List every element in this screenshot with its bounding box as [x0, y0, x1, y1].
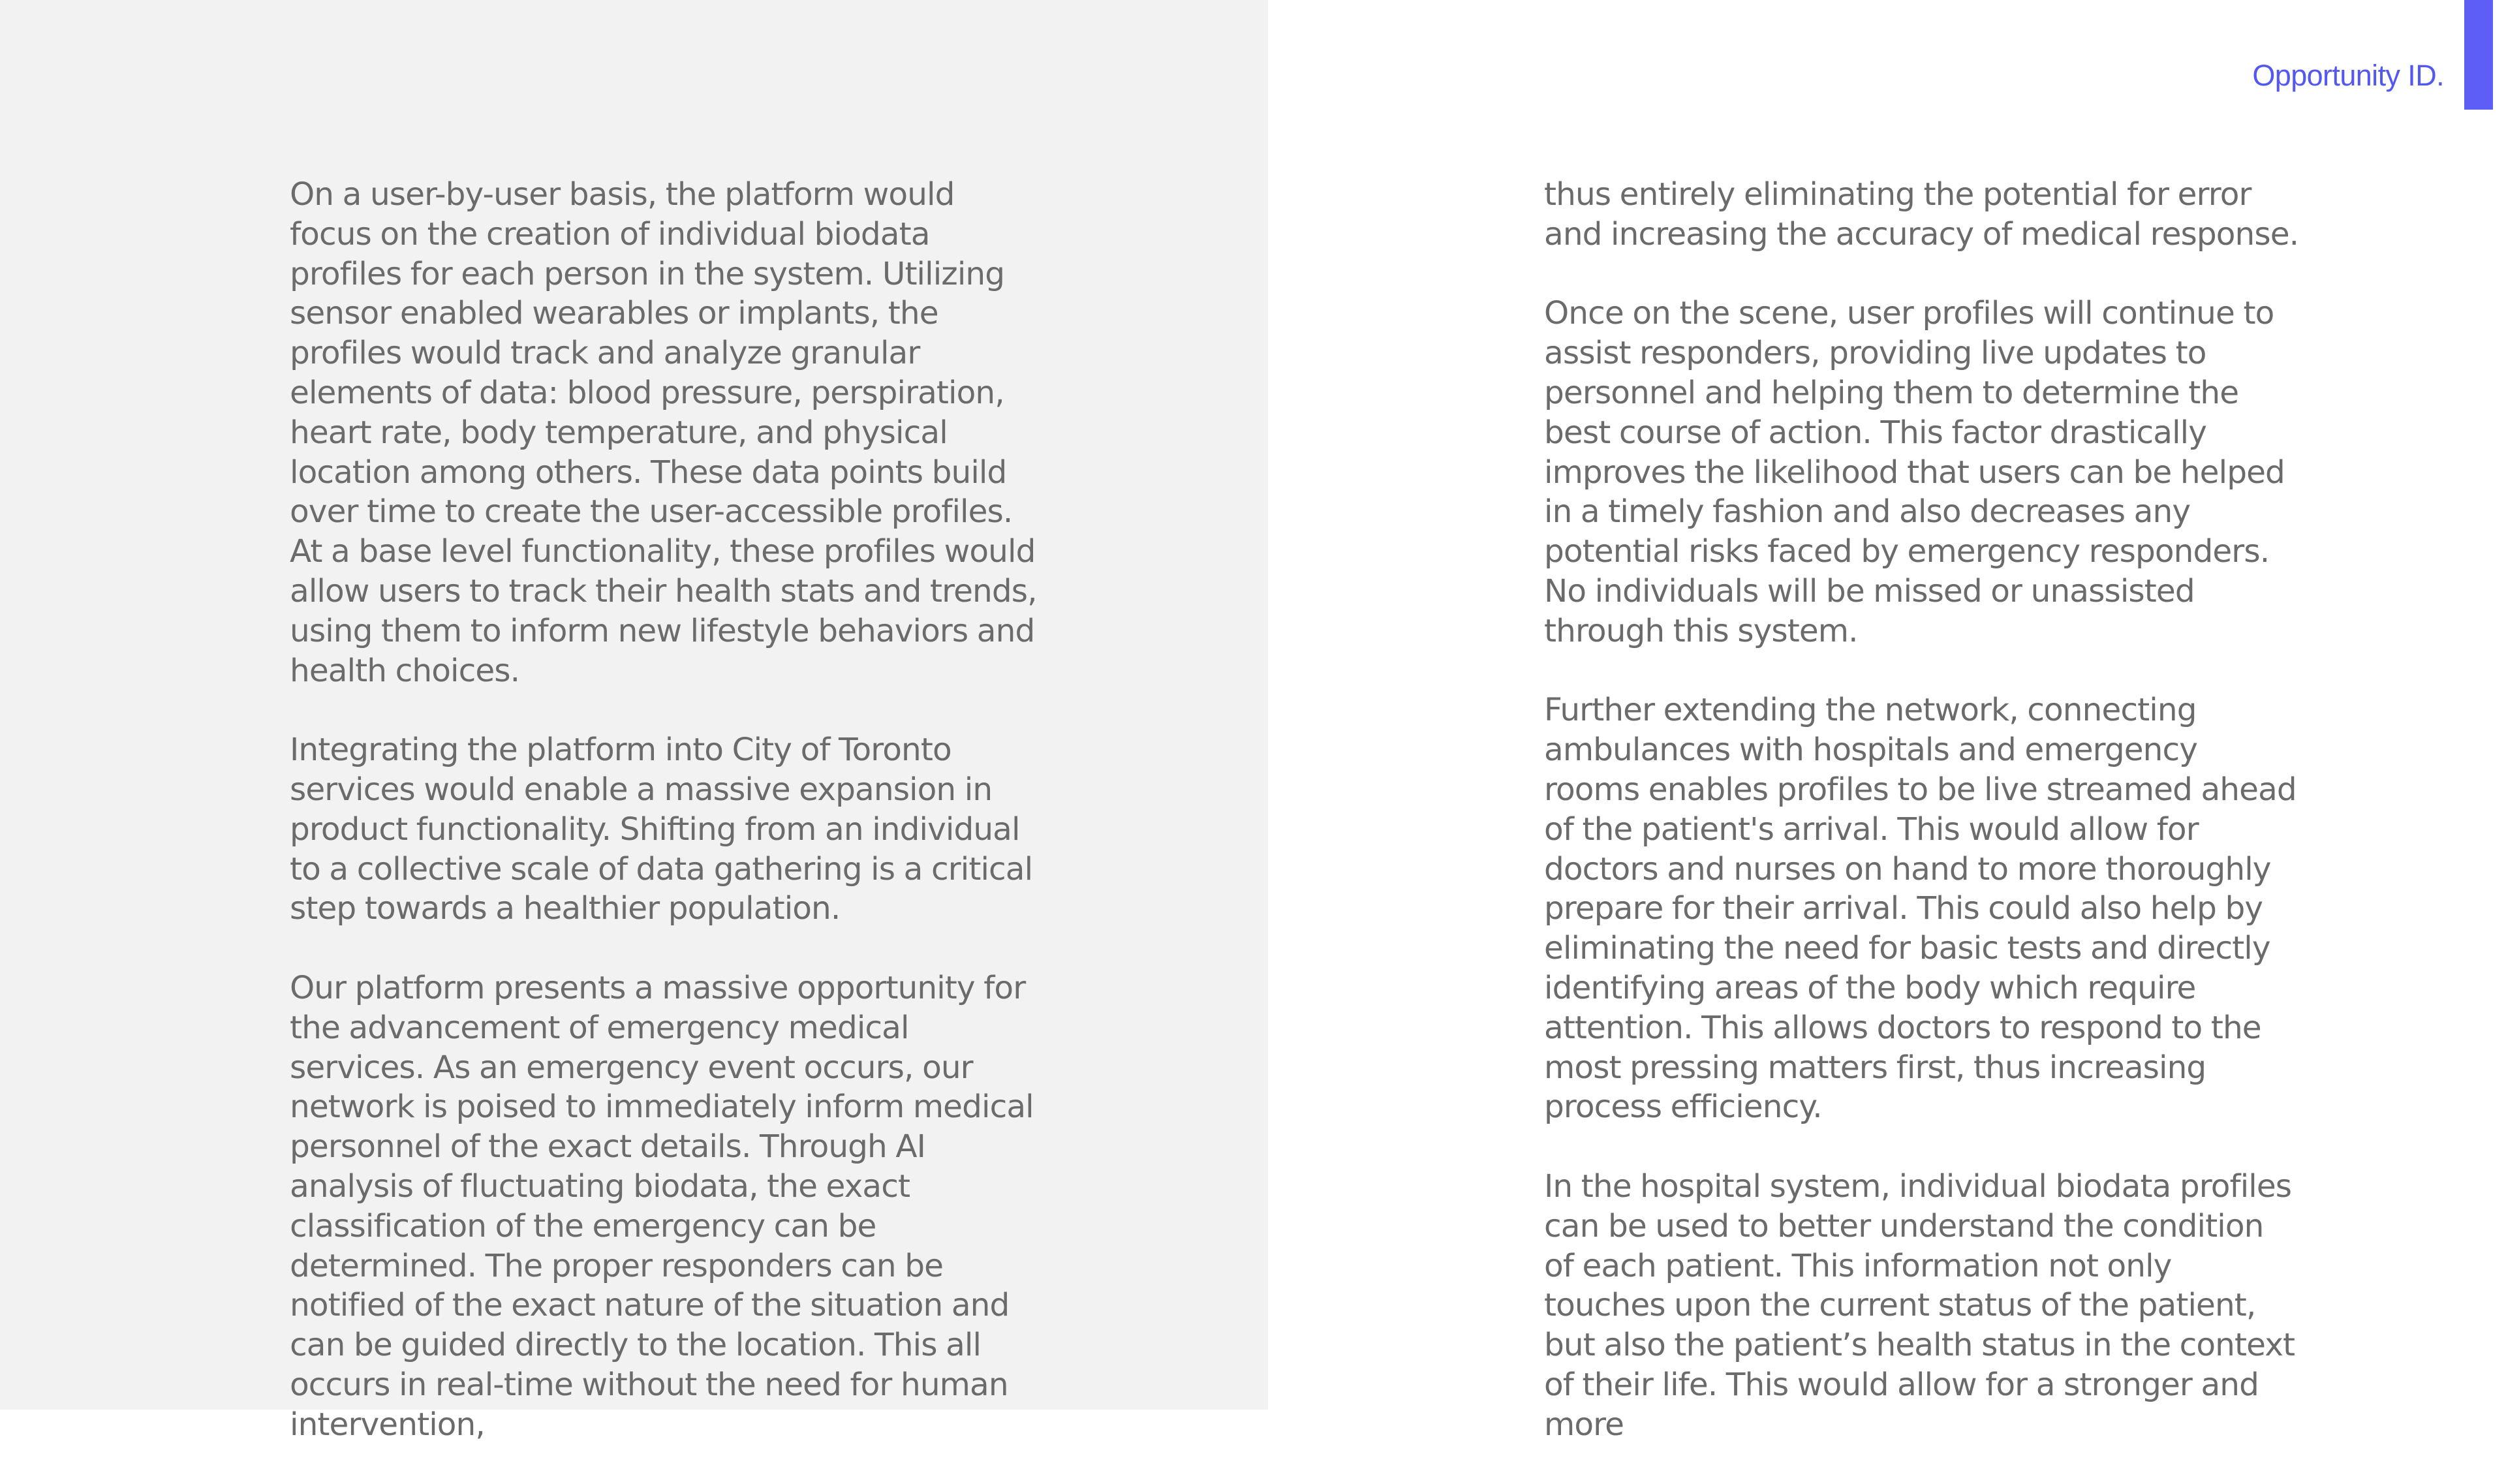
left-panel: [0, 0, 1268, 1443]
body-paragraph: Further extending the network, connecting ambulances with hospitals and emergency rooms enables profiles to be live streamed ahead of the patient's arrival. This would allow for doctors and nurses on hand to more thoroughly prepare for their arrival. This could also help by eliminating the need for basic tests and directly identifying areas of the body which require attention. This allows doctors to respond to the most pressing matters first, thus increasing process efficiency.: [1544, 692, 2297, 1126]
right-text-column: [1544, 175, 2301, 1484]
body-paragraph: In the hospital system, individual biodata profiles can be used to better understand the condition of each patient. This information not only touches upon the current status of the patient, but also the patient’s health status in the context of their life. This would allow for a stronger and more: [1544, 1167, 2295, 1443]
body-paragraph: Our platform presents a massive opportunity for the advancement of emergency medical services. As an emergency event occurs, our network is poised to immediately inform medical personnel of the exact details. Through AI analysis of fluctuating biodata, the exact classification of the emergency can be determined. The proper responders can be notified of the exact nature of the situation and can be guided directly to the location. This all occurs in real-time without the need for human intervention,: [290, 969, 1034, 1443]
body-paragraph: Once on the scene, user profiles will continue to assist responders, providing live updates to personnel and helping them to determine the best course of action. This factor drastically improves the likelihood that users can be helped in a timely fashion and also decreases any potential risks faced by emergency responders. No individuals will be missed or unassisted through this system.: [1544, 295, 2285, 649]
body-paragraph: On a user-by-user basis, the platform would focus on the creation of individual biodata profiles for each person in the system. Utilizing sensor enabled wearables or implants, the profiles would track and analyze granular elements of data: blood pressure, perspiration, heart rate, body temperature, and physical location among others. These data points build over time to create the user-accessible profiles. At a base level functionality, these profiles would allow users to track their health stats and trends, using them to inform new lifestyle behaviors and health choices.: [290, 176, 1037, 689]
accent-bar: [2464, 0, 2493, 110]
body-paragraph: thus entirely eliminating the potential for error and increasing the accuracy of medical response.: [1544, 176, 2299, 253]
body-paragraph: Integrating the platform into City of Toronto services would enable a massive expansion in product functionality. Shifting from an individual to a collective scale of data gathering is a critical step towards a healthier population.: [290, 732, 1033, 927]
brand-title: Opportunity ID.: [2252, 59, 2444, 92]
left-text-column: [290, 175, 1040, 1484]
